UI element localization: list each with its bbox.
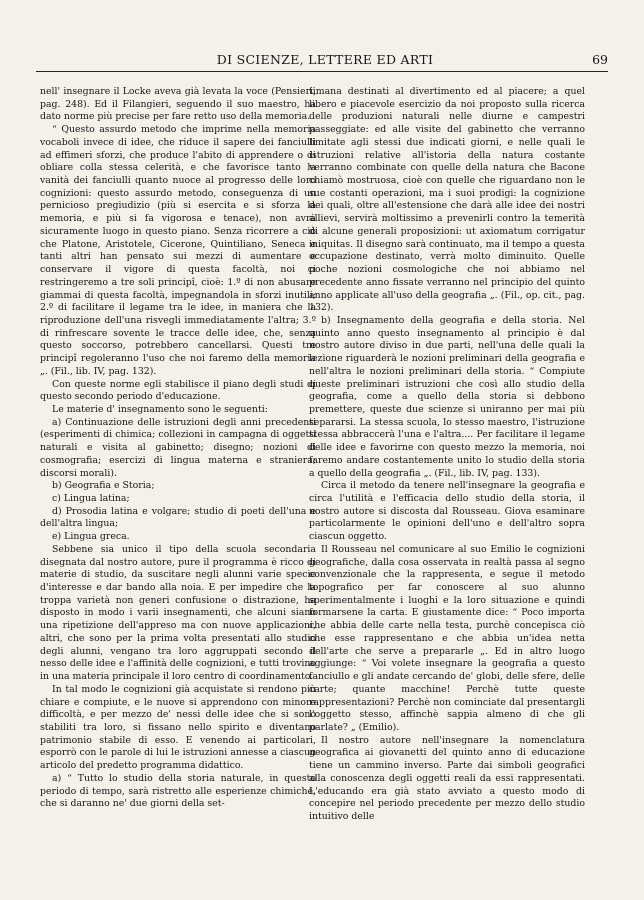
header-rule [36, 71, 608, 72]
paragraph: nell' insegnare il Locke aveva già levata la voce (Pensieri, pag. 248). Ed il Filangieri, seguendo il suo maestro, ha dato norme più precise per fare retto uso della memoria. [40, 86, 316, 123]
paragraph: Il nostro autore nell'insegnare la nomenclatura geografica ai giovanetti del quinto anno di educazione tiene un cammino inverso. Parte dai simboli geografici alla conoscenza degli oggetti reali da essi rappresentati. L'educando era già stato avviato a questo modo di concepire nel periodo precedente per mezzo dello studio intuitivo delle [309, 734, 585, 822]
paragraph: Con queste norme egli stabilisce il piano degli studi di questo secondo periodo d'educazione. [40, 378, 316, 403]
right-column [309, 86, 585, 824]
list-item: c) Lingua latina; [52, 493, 130, 504]
running-title: DI SCIENZE, LETTERE ED ARTI [216, 52, 434, 67]
paragraph: Le materie d' insegnamento sono le seguenti: [52, 403, 268, 415]
page-number: 69 [592, 52, 608, 67]
list-item: a) Continuazione delle istruzioni degli anni precedenti (esperimenti di chimica; collezioni in campagna di oggetti naturali e visita al gabinetto; disegno; nozioni di cosmografia; esercizi di lingua materna e straniera; discorsi morali). [40, 416, 316, 479]
list-item: b) Geografia e Storia; [52, 480, 155, 492]
paragraph: a) “ Tutto lo studio della storia naturale, in questo periodo di tempo, sarà ristretto alle esperienze chimiche, che si daranno ne' due giorni della set- [40, 772, 316, 810]
paragraph: timana destinati al divertimento ed al piacere; a quel libero e piacevole esercizio da noi proposto sulla ricerca delle produzioni naturali nelle diurne e campestri passeggiate: ed alle visite del gabinetto che verranno limitate agli stessi due indicati giorni, e nelle quali le istruzioni relative all'istoria della natura costante verranno combinate con quelle della natura che Bacone chiamò mostruosa, cioè con quelle che riguardano non le sue costanti operazioni, ma i suoi prodigi: la cognizione dei quali, oltre all'estensione che darà alle idee dei nostri allievi, servirà moltissimo a prevenirli contro la temerità di alcune generali proposizioni: ut axiomatum corrigatur iniquitas. Il disegno sarà continuato, ma il tempo a questa occupazione destinato, verrà molto diminuito. Quelle poche nozioni cosmologiche che noi abbiamo nel precedente anno fissate verranno nel principio del quinto anno applicate all'uso della geografia „. (Fil., op. cit., pag. 132). [309, 86, 585, 314]
paragraph: b) Insegnamento della geografia e della storia. Nel quinto anno questo insegnamento al principio è dal nostro autore diviso in due parti, nell'una delle quali la lezione riguarderà le nozioni preliminari della geografia e nell'altra le nozioni preliminari della storia. “ Compiute queste preliminari istruzioni che così allo studio della geografia, come a quello della storia si debbono premettere, queste due scienze si uniranno per mai più separarsi. La stessa scuola, lo stesso maestro, l'istruzione stessa abbraccerà l'una e l'altra.... Per facilitare il legame delle idee e favorirne con questo mezzo la memoria, noi faremo andare costantemente unito lo studio della storia a quello della geografia „. (Fil., lib. IV, pag. 133). [309, 314, 585, 479]
left-column [40, 86, 316, 811]
paragraph: “ Questo assurdo metodo che imprime nella memoria vocaboli invece di idee, che riduce il sapere dei fanciulli ad effimeri sforzi, che produce l'abito di apprendere o di obliare colla stessa celerità, e che favorisce tanto la vanità dei fanciulli quanto nuoce al progresso delle loro cognizioni: questo assurdo metodo, conseguenza di un pernicioso pregiudizio (più si esercita e si sforza la memoria, e più si fa vigorosa e tenace), non avrà sicuramente luogo in questo piano. Senza ricorrere a ciò che Platone, Aristotele, Cicerone, Quintiliano, Seneca e tanti altri han pensato sui mezzi di aumentare e conservare il vigore di questa facoltà, noi ci restringeremo a tre soli principî, cioè: 1.º di non abusare giammai di questa facoltà, impegnandola in sforzi inutili; 2.º di facilitare il legame tra le idee, in maniera che la riproduzione dell'una risvegli immediatamente l'altra; 3.º di rinfrescare sovente le tracce delle idee, che, senza questo soccorso, potrebbero cancellarsi. Questi tre principî regoleranno l'uso che noi faremo della memoria „. (Fil., lib. IV, pag. 132). [40, 124, 316, 377]
paragraph: Il Rousseau nel comunicare al suo Emilio le cognizioni geografiche, dalla cosa osservata in realtà passa al segno convenzionale che la rappresenta, e segue il metodo topografico per far conoscere al suo alunno sperimentalmente i luoghi e la loro situazione e quindi formarsene la carta. E giustamente dice: “ Poco importa che abbia delle carte nella testa, purchè concepisca ciò che esse rappresentano e che abbia un'idea netta dell'arte che serve a prepararle „. Ed in altro luogo aggiunge: “ Voi volete insegnare la geografia a questo fanciullo e gli andate cercando de' globi, delle sfere, delle carte; quante macchine! Perchè tutte queste rappresentazioni? Perchè non cominciate dal presentargli l'oggetto stesso, affinchè sappia almeno di che gli parlate? „ (Emilio). [309, 543, 585, 733]
list-item: d) Prosodia latina e volgare; studio di poeti dell'una e dell'altra lingua; [40, 505, 316, 530]
running-head [0, 52, 644, 72]
paragraph: Sebbene sia unico il tipo della scuola secondaria disegnata dal nostro autore, pure il programma è ricco di materie di studio, da suscitare negli alunni varie specie d'interesse e dar bando alla noia. E per impedire che la troppa varietà non generi confusione o distrazione, ha disposto in modo i varii insegnamenti, che alcuni siano una ripetizione dell'appreso ma con nuove applicazioni, altri, che sono per la prima volta presentati allo studio degli alunni, vengano tra loro aggruppati secondo il nesso delle idee e l'affinità delle cognizioni, e tutti trovino in una materia principale il loro centro di coordinamento. [40, 543, 316, 683]
paragraph: Circa il metodo da tenere nell'insegnare la geografia e circa l'utilità e l'efficacia dello studio della storia, il nostro autore si discosta dal Rousseau. Giova esaminare particolarmente le opinioni dell'uno e dell'altro sopra ciascun oggetto. [309, 480, 585, 543]
paragraph: In tal modo le cognizioni già acquistate si rendono più chiare e compiute, e le nuove si apprendono con minore difficoltà, e per mezzo de' nessi delle idee che si sono stabiliti tra loro, si fissano nello spirito e diventano patrimonio stabile di esso. E venendo ai particolari, esporrò con le parole di lui le istruzioni annesse a ciascun articolo del predetto programma didattico. [40, 683, 316, 772]
list-item: e) Lingua greca. [52, 531, 130, 543]
